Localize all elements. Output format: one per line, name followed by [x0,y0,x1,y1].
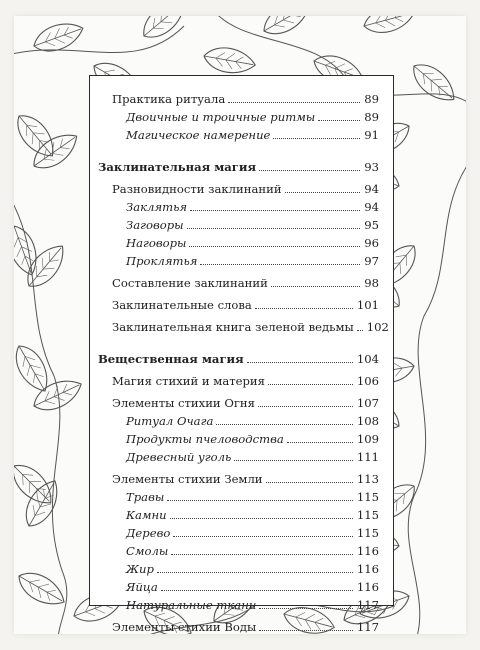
toc-entry-title: Практика ритуала [112,92,226,106]
dot-leader [266,482,353,483]
toc-entry-page-number: 115 [356,526,379,540]
toc-entry-page-number: 94 [364,182,379,196]
toc-entry-page-number: 94 [364,200,379,214]
dot-leader [167,500,353,501]
toc-entry[interactable] [112,392,379,410]
toc-entry-page-number: 116 [356,562,379,576]
toc-entry-title: Жир [126,562,154,576]
toc-entry[interactable] [112,316,389,334]
toc-entry-page-number: 101 [356,298,379,312]
toc-entry[interactable] [126,232,379,250]
toc-entry[interactable] [126,214,379,232]
toc-entry-page-number: 95 [364,218,379,232]
toc-entry[interactable] [126,540,379,558]
toc-entry[interactable] [126,428,379,446]
toc-entry-title: Проклятья [126,254,198,268]
book-page [14,16,466,634]
dot-leader [285,192,361,193]
toc-entry-title: Ритуал Очага [126,414,214,428]
toc-entry-title: Камни [126,508,167,522]
toc-entry-page-number: 107 [356,396,379,410]
dot-leader [273,138,360,139]
toc-entry-title: Наговоры [126,236,187,250]
toc-entry-title: Древесный уголь [126,450,232,464]
dot-leader [259,608,353,609]
dot-leader [171,554,353,555]
toc-entry-title: Элементы стихии Воды [112,620,257,634]
toc-entry[interactable] [126,504,379,522]
dot-leader [258,406,353,407]
dot-leader [161,590,353,591]
toc-entry-page-number: 115 [356,508,379,522]
toc-entry[interactable] [126,486,379,504]
toc-entry-page-number: 116 [356,544,379,558]
toc-entry-title: Травы [126,490,165,504]
dot-leader [200,264,360,265]
toc-entry-title: Дерево [126,526,171,540]
toc-entry[interactable] [112,370,379,388]
toc-entry-page-number: 113 [356,472,379,486]
toc-entry-title: Разновидности заклинаний [112,182,282,196]
toc-entry-title: Заклинательная книга зеленой ведьмы [112,320,354,334]
toc-entry-page-number: 98 [364,276,379,290]
dot-leader [234,460,353,461]
table-of-contents-panel [89,75,394,634]
toc-entry-title: Натуральные ткани [126,598,257,612]
toc-entry[interactable] [98,156,379,174]
dot-leader [189,246,360,247]
toc-entry-page-number: 108 [356,414,379,428]
toc-entry-title: Магическое намерение [126,128,271,142]
toc-entry-title: Продукты пчеловодства [126,432,284,446]
toc-entry[interactable] [112,178,379,196]
toc-entry-page-number: 109 [356,432,379,446]
toc-entry-title: Заговоры [126,218,184,232]
toc-entry-page-number: 117 [356,598,379,612]
toc-entry-page-number: 97 [364,254,379,268]
dot-leader [157,572,353,573]
toc-entry[interactable] [126,558,379,576]
toc-entry-title: Составление заклинаний [112,276,268,290]
dot-leader [271,286,360,287]
toc-entry[interactable] [126,124,379,142]
dot-leader [268,384,353,385]
dot-leader [259,630,353,631]
toc-entry-page-number: 116 [356,580,379,594]
dot-leader [259,170,360,171]
toc-list [90,76,393,634]
dot-leader [228,102,360,103]
toc-entry-page-number: 96 [364,236,379,250]
toc-entry-title: Яйца [126,580,158,594]
dot-leader [170,518,353,519]
toc-entry-page-number: 104 [356,352,379,366]
dot-leader [255,308,353,309]
toc-entry-page-number: 89 [364,92,379,106]
toc-entry-title: Заклинательная магия [98,160,257,174]
toc-entry-title: Двоичные и троичные ритмы [126,110,316,124]
toc-entry[interactable] [112,272,379,290]
dot-leader [318,120,360,121]
toc-entry[interactable] [126,106,379,124]
dot-leader [187,228,361,229]
toc-entry[interactable] [126,410,379,428]
toc-entry-title: Элементы стихии Земли [112,472,263,486]
toc-entry[interactable] [112,88,379,106]
dot-leader [173,536,353,537]
dot-leader [216,424,352,425]
toc-entry[interactable] [126,446,379,464]
toc-entry-page-number: 117 [356,620,379,634]
dot-leader [247,362,353,363]
dot-leader [287,442,353,443]
toc-entry-title: Элементы стихии Огня [112,396,255,410]
toc-entry[interactable] [126,522,379,540]
toc-entry-page-number: 111 [356,450,379,464]
toc-entry-page-number: 115 [356,490,379,504]
toc-entry-title: Магия стихий и материя [112,374,265,388]
toc-entry[interactable] [126,594,379,612]
toc-entry-title: Заклинательные слова [112,298,252,312]
toc-entry-page-number: 106 [356,374,379,388]
toc-entry[interactable] [126,196,379,214]
toc-entry-page-number: 93 [364,160,379,174]
toc-entry[interactable] [126,250,379,268]
toc-entry-page-number: 89 [364,110,379,124]
toc-entry[interactable] [98,348,379,366]
toc-entry-title: Смолы [126,544,169,558]
toc-entry[interactable] [112,616,379,634]
toc-entry-page-number: 91 [364,128,379,142]
toc-entry-page-number: 102 [366,320,389,334]
dot-leader [190,210,360,211]
toc-entry[interactable] [112,468,379,486]
toc-entry-title: Вещественная магия [98,352,244,366]
toc-entry-title: Заклятья [126,200,188,214]
toc-entry[interactable] [126,576,379,594]
toc-entry[interactable] [112,294,379,312]
